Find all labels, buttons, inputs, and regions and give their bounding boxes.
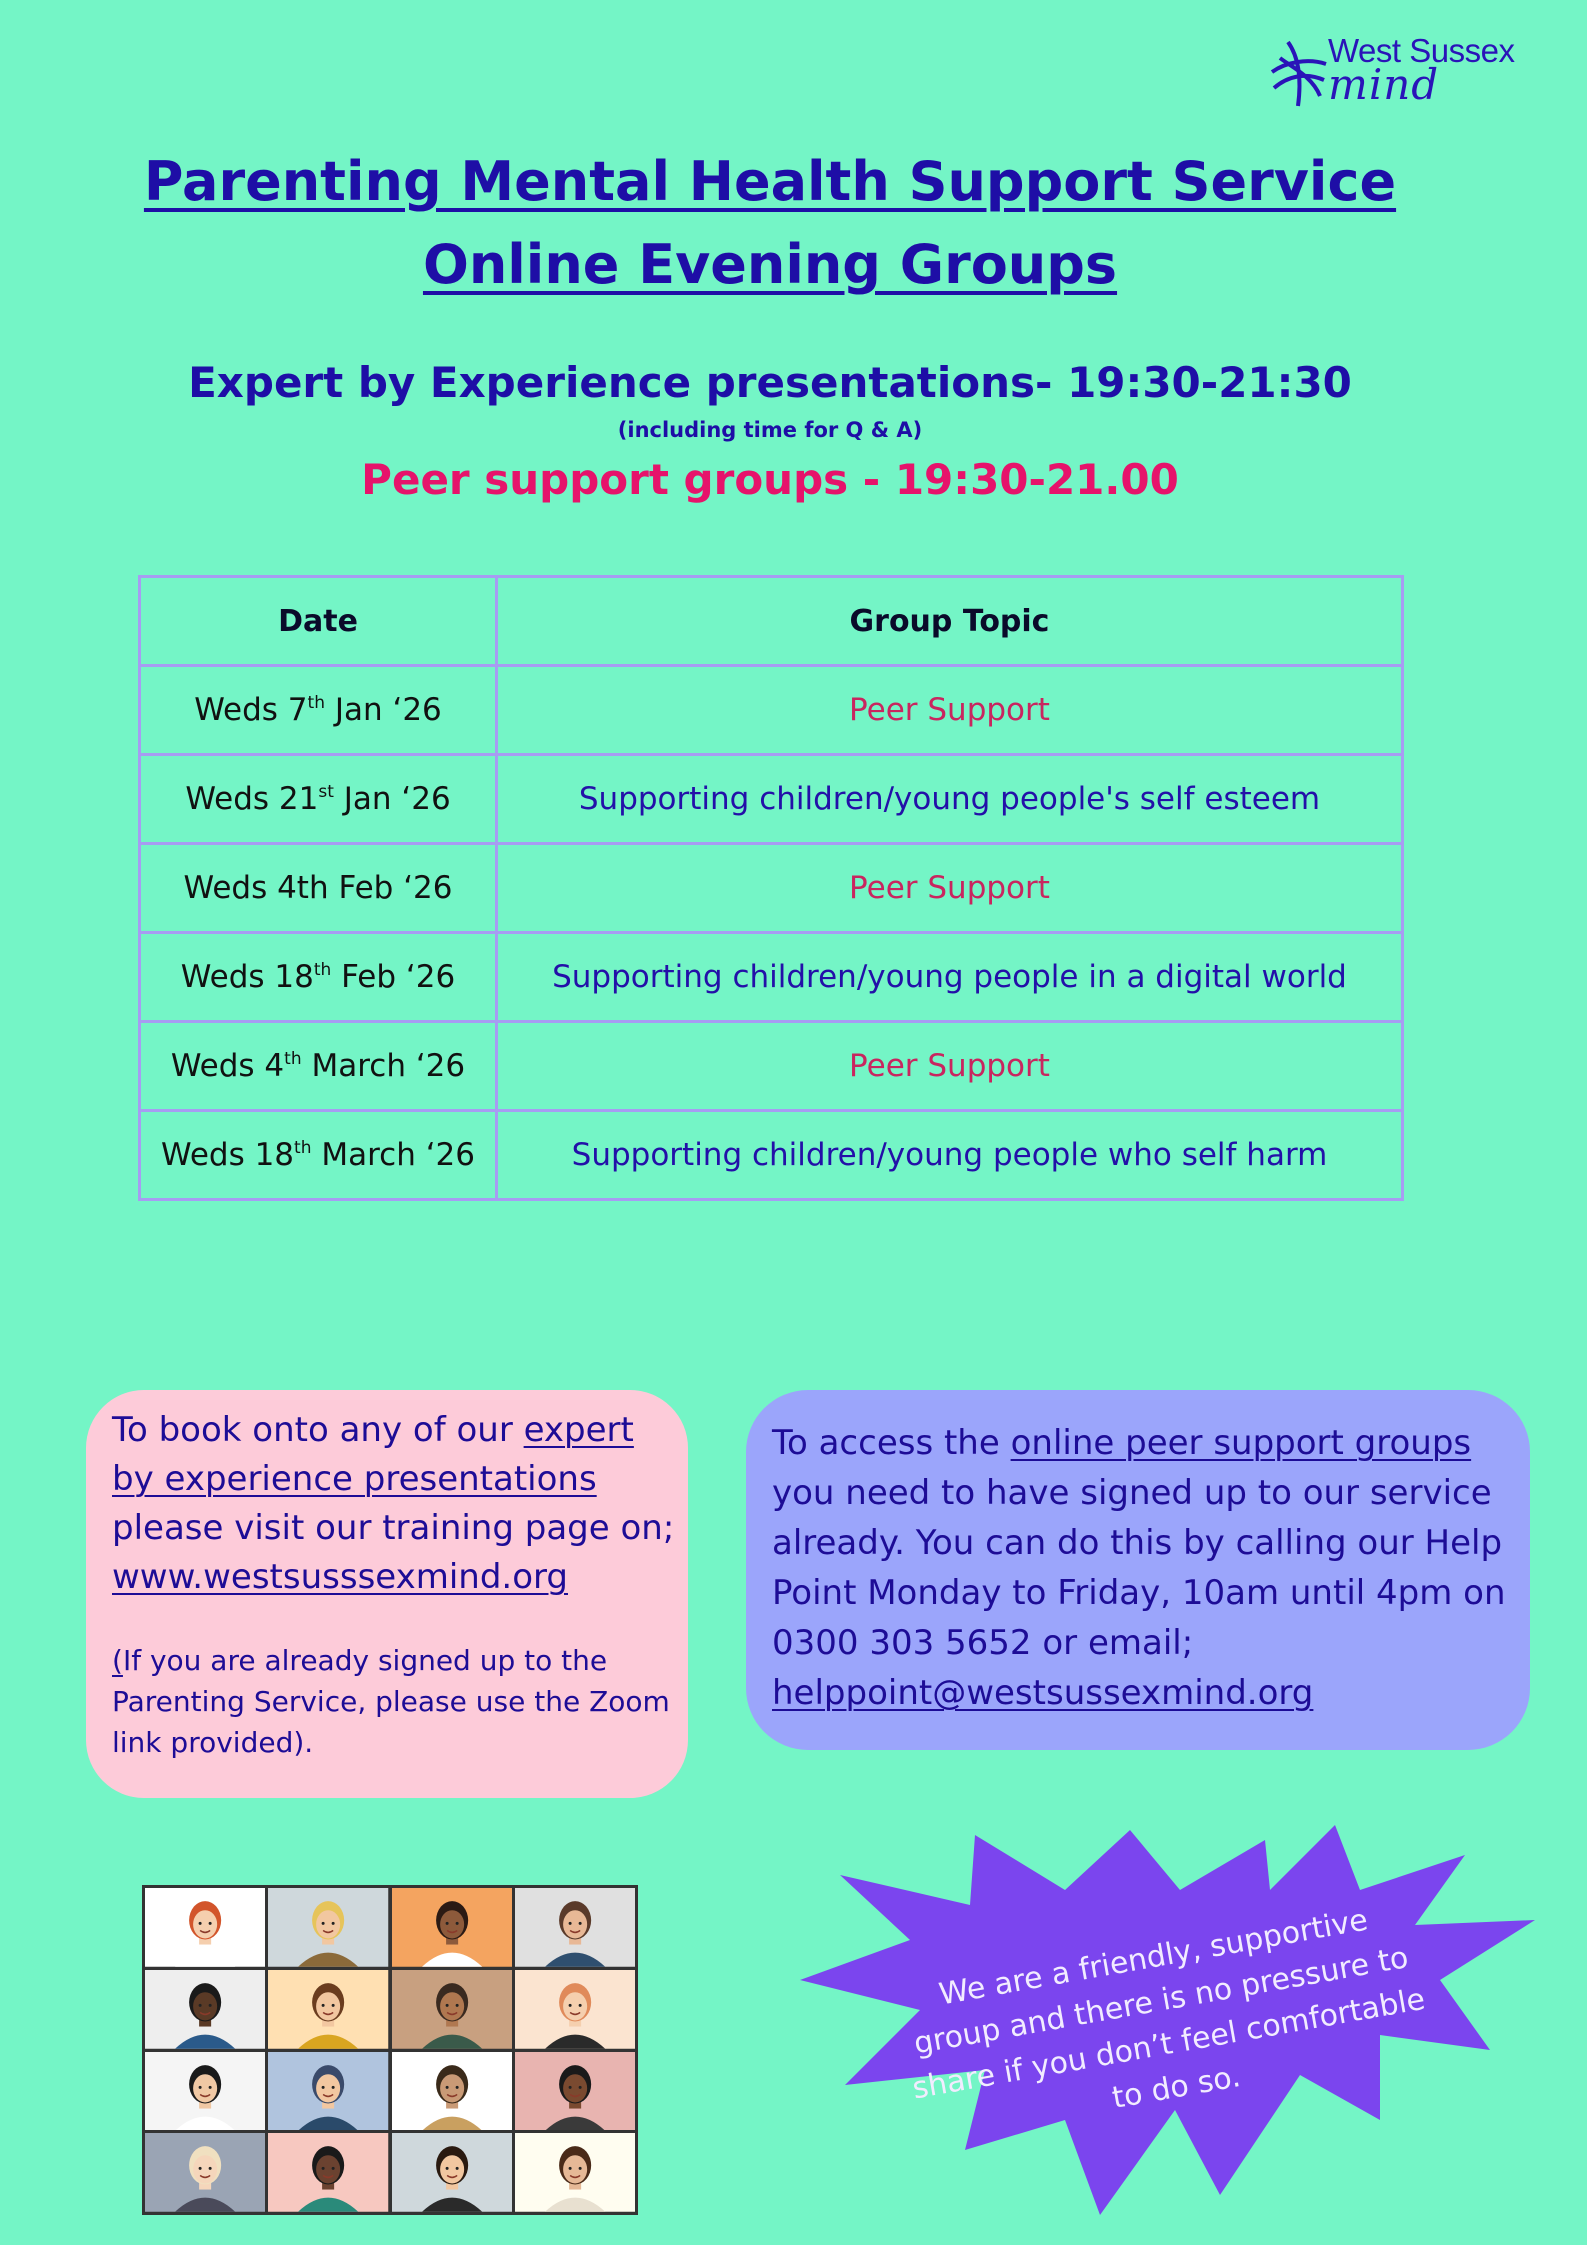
person-avatar-icon: [268, 2133, 388, 2212]
expert-presentations-time: Expert by Experience presentations- 19:30-21:30: [188, 358, 1352, 407]
session-date: [140, 933, 497, 1022]
session-date-suffix: th: [284, 1049, 302, 1069]
booking-intro: To book onto any of our: [112, 1410, 524, 1450]
session-date-rest: March ‘26: [311, 1137, 475, 1173]
session-date-suffix: th: [294, 1138, 312, 1158]
participant-tile: [392, 2133, 512, 2212]
session-date: [140, 1022, 497, 1111]
email-link[interactable]: helppoint@westsussexmind.org: [772, 1673, 1314, 1713]
access-info-box: [746, 1390, 1530, 1750]
participant-tile: [268, 2133, 388, 2212]
participant-tile: [145, 1970, 265, 2049]
participant-tile: [515, 1970, 635, 2049]
mind-logo-icon: [1268, 36, 1330, 110]
booking-text: [112, 1406, 682, 1602]
table-row: [140, 1111, 1403, 1200]
table-row: [140, 933, 1403, 1022]
header-date: Date: [140, 577, 497, 666]
peer-support-time: Peer support groups - 19:30-21.00: [361, 455, 1179, 504]
person-avatar-icon: [268, 1970, 388, 2049]
zoom-note-text: If you are already signed up to the Parenting Service, please use the Zoom link provided).: [112, 1644, 670, 1759]
zoom-note: [112, 1640, 682, 1763]
table-row: [140, 844, 1403, 933]
session-date-day: Weds 7: [194, 692, 308, 728]
page-title-line2: Online Evening Groups: [422, 233, 1118, 296]
session-topic: Peer Support: [497, 844, 1403, 933]
person-avatar-icon: [268, 1888, 388, 1967]
website-link[interactable]: www.westsusssexmind.org: [112, 1557, 568, 1597]
session-date-suffix: th: [313, 960, 332, 980]
person-avatar-icon: [145, 2133, 265, 2212]
session-date: [140, 666, 497, 755]
logo-text-mind: mind: [1328, 60, 1440, 109]
person-avatar-icon: [515, 1888, 635, 1967]
participant-tile: [392, 1970, 512, 2049]
access-body: you need to have signed up to our service already. You can do this by calling our Help Point Monday to Friday, 10am until 4pm on 0300 303 5652 or email;: [772, 1473, 1506, 1663]
participant-tile: [145, 2052, 265, 2131]
schedule-table: [138, 575, 1404, 1201]
person-avatar-icon: [515, 2052, 635, 2131]
session-date-suffix: st: [318, 782, 334, 802]
expert-presentations-note: (including time for Q & A): [617, 418, 923, 442]
session-topic: Peer Support: [497, 666, 1403, 755]
person-avatar-icon: [392, 2052, 512, 2131]
session-date-suffix: th: [307, 693, 325, 713]
participant-tile: [392, 1888, 512, 1967]
participant-tile: [515, 2052, 635, 2131]
table-row: [140, 666, 1403, 755]
person-avatar-icon: [515, 1970, 635, 2049]
session-date-day: Weds 18: [160, 1137, 295, 1173]
table-row: [140, 755, 1403, 844]
person-avatar-icon: [392, 1970, 512, 2049]
session-date-day: Weds 18: [180, 959, 314, 995]
zoom-note-paren: (: [112, 1644, 123, 1677]
access-text: [772, 1418, 1522, 1718]
session-date: [140, 1111, 497, 1200]
participant-tile: [515, 1888, 635, 1967]
participant-tile: [268, 1970, 388, 2049]
page-title-line1: Parenting Mental Health Support Service: [143, 150, 1397, 213]
participant-tile: [145, 2133, 265, 2212]
session-date-day: Weds 4: [170, 1048, 285, 1084]
session-topic: Supporting children/young people's self esteem: [497, 755, 1403, 844]
west-sussex-mind-logo: [1268, 32, 1538, 116]
person-avatar-icon: [392, 2133, 512, 2212]
participant-tile: [145, 1888, 265, 1967]
session-date-rest: March ‘26: [301, 1048, 466, 1084]
booking-info-box: [86, 1390, 688, 1798]
session-date-rest: Feb ‘26: [331, 959, 456, 995]
supportive-message: We are a friendly, supportive group and there is no pressure to share if you don’t feel comfortable to do so.: [909, 1902, 1428, 2116]
session-date-day: Weds 21: [185, 781, 319, 817]
participant-tile: [268, 2052, 388, 2131]
person-avatar-icon: [145, 1888, 265, 1967]
access-intro: To access the: [772, 1423, 1011, 1463]
table-row: [140, 1022, 1403, 1111]
person-avatar-icon: [145, 1970, 265, 2049]
expert-presentations-link[interactable]: expert by experience presentations: [112, 1410, 634, 1499]
session-date: [140, 755, 497, 844]
participant-tile: [515, 2133, 635, 2212]
person-avatar-icon: [145, 2052, 265, 2131]
session-date: [140, 844, 497, 933]
person-avatar-icon: [392, 1888, 512, 1967]
header-group-topic: Group Topic: [497, 577, 1403, 666]
supportive-message-burst: [800, 1820, 1535, 2215]
session-topic: Supporting children/young people who self harm: [497, 1111, 1403, 1200]
session-date-day: Weds 4th Feb ‘26: [183, 870, 453, 906]
session-date-rest: Jan ‘26: [333, 781, 451, 817]
peer-groups-link[interactable]: online peer support groups: [1010, 1423, 1472, 1463]
session-topic: Supporting children/young people in a digital world: [497, 933, 1403, 1022]
person-avatar-icon: [515, 2133, 635, 2212]
video-call-participants-illustration: [142, 1885, 638, 2215]
session-date-rest: Jan ‘26: [324, 692, 442, 728]
session-topic: Peer Support: [497, 1022, 1403, 1111]
table-header-row: [140, 577, 1403, 666]
booking-after-link: please visit our training page on;: [112, 1508, 675, 1548]
logo-text-west-sussex: West Sussex: [1328, 32, 1515, 69]
participant-tile: [268, 1888, 388, 1967]
participant-tile: [392, 2052, 512, 2131]
person-avatar-icon: [268, 2052, 388, 2131]
